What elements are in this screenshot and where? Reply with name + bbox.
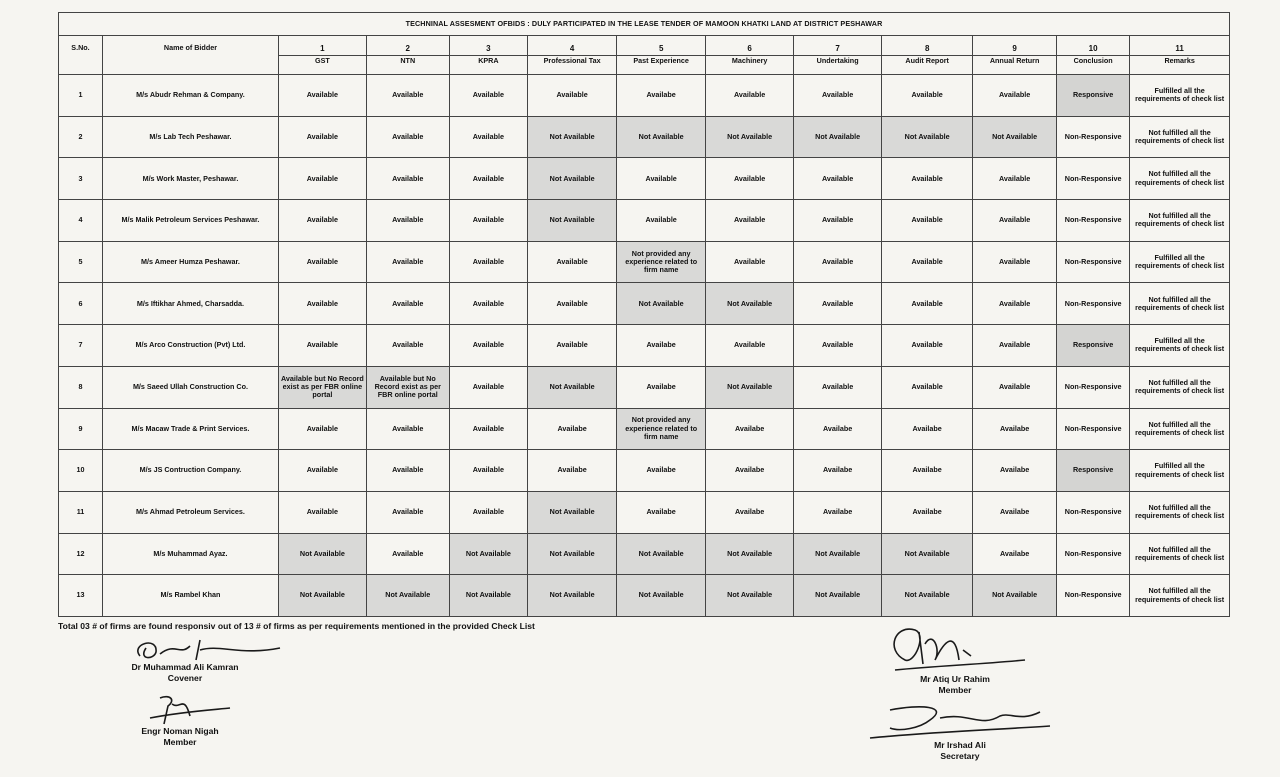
cell-undertaking: Availabe bbox=[794, 450, 882, 492]
header-col-11 bbox=[1130, 36, 1230, 75]
cell-ntn: Available bbox=[366, 241, 449, 283]
cell-professional-tax: Not Available bbox=[528, 575, 617, 617]
cell-past-experience: Availabe bbox=[617, 75, 706, 117]
cell-past-experience: Available bbox=[617, 200, 706, 242]
cell-machinery: Not Available bbox=[706, 575, 794, 617]
cell-gst: Available bbox=[278, 450, 366, 492]
cell-undertaking: Available bbox=[794, 366, 882, 408]
cell-remarks: Not fulfilled all the requirements of check list bbox=[1130, 200, 1230, 242]
cell-professional-tax: Availabe bbox=[528, 450, 617, 492]
cell-remarks: Not fulfilled all the requirements of check list bbox=[1130, 366, 1230, 408]
row-bidder-name: M/s Ahmad Petroleum Services. bbox=[102, 491, 278, 533]
row-sno: 9 bbox=[59, 408, 103, 450]
cell-annual-return: Available bbox=[973, 325, 1057, 367]
header-col-label: Machinery bbox=[706, 55, 793, 65]
cell-past-experience: Not provided any experience related to firm name bbox=[617, 241, 706, 283]
member1-signature-mark bbox=[120, 690, 240, 726]
cell-audit-report: Not Available bbox=[882, 575, 973, 617]
cell-ntn: Available bbox=[366, 408, 449, 450]
cell-machinery: Not Available bbox=[706, 366, 794, 408]
assessment-table bbox=[58, 12, 1230, 617]
row-bidder-name: M/s Iftikhar Ahmed, Charsadda. bbox=[102, 283, 278, 325]
cell-machinery: Availabe bbox=[706, 408, 794, 450]
cell-conclusion: Non-Responsive bbox=[1056, 491, 1129, 533]
cell-past-experience: Available bbox=[617, 158, 706, 200]
member2-name: Mr Atiq Ur Rahim bbox=[920, 674, 990, 684]
row-bidder-name: M/s Saeed Ullah Construction Co. bbox=[102, 366, 278, 408]
secretary-role: Secretary bbox=[940, 751, 980, 761]
cell-ntn: Not Available bbox=[366, 575, 449, 617]
cell-machinery: Availabe bbox=[706, 491, 794, 533]
cell-annual-return: Availabe bbox=[973, 533, 1057, 575]
cell-remarks: Not fulfilled all the requirements of check list bbox=[1130, 116, 1230, 158]
cell-audit-report: Available bbox=[882, 158, 973, 200]
row-bidder-name: M/s Abudr Rehman & Company. bbox=[102, 75, 278, 117]
cell-conclusion: Non-Responsive bbox=[1056, 533, 1129, 575]
cell-undertaking: Not Available bbox=[794, 533, 882, 575]
assessment-sheet bbox=[58, 12, 1230, 617]
cell-annual-return: Available bbox=[973, 283, 1057, 325]
cell-conclusion: Non-Responsive bbox=[1056, 283, 1129, 325]
cell-annual-return: Not Available bbox=[973, 116, 1057, 158]
cell-ntn: Available bbox=[366, 533, 449, 575]
cell-machinery: Available bbox=[706, 75, 794, 117]
cell-undertaking: Available bbox=[794, 325, 882, 367]
cell-kpra: Available bbox=[449, 408, 528, 450]
cell-kpra: Available bbox=[449, 366, 528, 408]
cell-annual-return: Not Available bbox=[973, 575, 1057, 617]
cell-annual-return: Available bbox=[973, 366, 1057, 408]
header-col-number: 2 bbox=[405, 44, 410, 54]
cell-gst: Available bbox=[278, 241, 366, 283]
header-col-label: Professional Tax bbox=[528, 55, 616, 65]
cell-gst: Available but No Record exist as per FBR online portal bbox=[278, 366, 366, 408]
header-col-number: 7 bbox=[835, 44, 840, 54]
header-sno: S.No. bbox=[59, 36, 103, 75]
header-col-number: 10 bbox=[1088, 44, 1098, 54]
cell-professional-tax: Available bbox=[528, 283, 617, 325]
cell-remarks: Fulfilled all the requirements of check list bbox=[1130, 75, 1230, 117]
header-col-2 bbox=[366, 36, 449, 75]
cell-remarks: Not fulfilled all the requirements of check list bbox=[1130, 408, 1230, 450]
row-sno: 1 bbox=[59, 75, 103, 117]
member2-role: Member bbox=[938, 684, 972, 695]
row-sno: 11 bbox=[59, 491, 103, 533]
table-row bbox=[59, 241, 1230, 283]
cell-past-experience: Not provided any experience related to firm name bbox=[617, 408, 706, 450]
cell-annual-return: Availabe bbox=[973, 491, 1057, 533]
cell-gst: Available bbox=[278, 283, 366, 325]
header-col-label: Remarks bbox=[1130, 55, 1229, 65]
table-row bbox=[59, 366, 1230, 408]
header-col-number: 6 bbox=[747, 44, 752, 54]
cell-machinery: Not Available bbox=[706, 283, 794, 325]
header-col-label: Past Experience bbox=[617, 55, 705, 65]
table-row bbox=[59, 491, 1230, 533]
row-bidder-name: M/s JS Contruction Company. bbox=[102, 450, 278, 492]
cell-undertaking: Available bbox=[794, 200, 882, 242]
row-sno: 10 bbox=[59, 450, 103, 492]
cell-undertaking: Availabe bbox=[794, 408, 882, 450]
cell-kpra: Available bbox=[449, 241, 528, 283]
cell-professional-tax: Available bbox=[528, 241, 617, 283]
cell-undertaking: Available bbox=[794, 241, 882, 283]
cell-annual-return: Available bbox=[973, 200, 1057, 242]
cell-conclusion: Non-Responsive bbox=[1056, 241, 1129, 283]
table-row bbox=[59, 75, 1230, 117]
cell-machinery: Availabe bbox=[706, 450, 794, 492]
row-sno: 3 bbox=[59, 158, 103, 200]
cell-remarks: Not fulfilled all the requirements of check list bbox=[1130, 575, 1230, 617]
cell-past-experience: Not Available bbox=[617, 116, 706, 158]
cell-kpra: Available bbox=[449, 200, 528, 242]
bidder-rows bbox=[59, 75, 1230, 617]
cell-conclusion: Non-Responsive bbox=[1056, 200, 1129, 242]
table-row bbox=[59, 325, 1230, 367]
cell-audit-report: Available bbox=[882, 283, 973, 325]
cell-remarks: Not fulfilled all the requirements of check list bbox=[1130, 491, 1230, 533]
cell-kpra: Available bbox=[449, 116, 528, 158]
cell-machinery: Not Available bbox=[706, 533, 794, 575]
cell-audit-report: Availabe bbox=[882, 491, 973, 533]
signature-member-1 bbox=[120, 698, 240, 747]
cell-annual-return: Available bbox=[973, 75, 1057, 117]
cell-undertaking: Available bbox=[794, 158, 882, 200]
header-col-label: Conclusion bbox=[1057, 55, 1129, 65]
cell-professional-tax: Availabe bbox=[528, 408, 617, 450]
header-col-number: 4 bbox=[569, 44, 575, 54]
cell-gst: Available bbox=[278, 491, 366, 533]
cell-ntn: Available bbox=[366, 116, 449, 158]
cell-kpra: Available bbox=[449, 75, 528, 117]
signature-convener bbox=[110, 640, 260, 683]
cell-ntn: Available bbox=[366, 158, 449, 200]
cell-past-experience: Availabe bbox=[617, 450, 706, 492]
header-col-5 bbox=[617, 36, 706, 75]
cell-past-experience: Availabe bbox=[617, 325, 706, 367]
cell-kpra: Available bbox=[449, 158, 528, 200]
cell-past-experience: Availabe bbox=[617, 366, 706, 408]
secretary-signature-mark bbox=[860, 698, 1060, 742]
cell-undertaking: Not Available bbox=[794, 575, 882, 617]
header-col-1 bbox=[278, 36, 366, 75]
table-title: TECHNINAL ASSESMENT OFBIDS : DULY PARTICIPATED IN THE LEASE TENDER OF MAMOON KHATKI LAND AT DISTRICT PESHAWAR bbox=[59, 13, 1230, 36]
table-row bbox=[59, 200, 1230, 242]
convener-name: Dr Muhammad Ali Kamran bbox=[131, 662, 239, 672]
header-col-3 bbox=[449, 36, 528, 75]
cell-annual-return: Availabe bbox=[973, 408, 1057, 450]
header-col-8 bbox=[882, 36, 973, 75]
cell-gst: Available bbox=[278, 325, 366, 367]
table-row bbox=[59, 158, 1230, 200]
row-bidder-name: M/s Muhammad Ayaz. bbox=[102, 533, 278, 575]
cell-audit-report: Available bbox=[882, 241, 973, 283]
row-sno: 2 bbox=[59, 116, 103, 158]
member2-signature-mark bbox=[875, 620, 1035, 680]
header-name: Name of Bidder bbox=[102, 36, 278, 75]
cell-professional-tax: Available bbox=[528, 75, 617, 117]
cell-conclusion: Non-Responsive bbox=[1056, 158, 1129, 200]
cell-gst: Not Available bbox=[278, 533, 366, 575]
cell-past-experience: Not Available bbox=[617, 575, 706, 617]
header-col-9 bbox=[973, 36, 1057, 75]
cell-ntn: Available bbox=[366, 283, 449, 325]
signature-member-2 bbox=[880, 620, 1030, 695]
cell-conclusion: Responsive bbox=[1056, 325, 1129, 367]
cell-professional-tax: Not Available bbox=[528, 116, 617, 158]
cell-audit-report: Availabe bbox=[882, 408, 973, 450]
cell-remarks: Fulfilled all the requirements of check list bbox=[1130, 325, 1230, 367]
table-row bbox=[59, 283, 1230, 325]
row-sno: 13 bbox=[59, 575, 103, 617]
cell-professional-tax: Available bbox=[528, 325, 617, 367]
cell-audit-report: Not Available bbox=[882, 116, 973, 158]
header-col-number: 11 bbox=[1175, 44, 1184, 54]
row-sno: 6 bbox=[59, 283, 103, 325]
cell-undertaking: Not Available bbox=[794, 116, 882, 158]
cell-ntn: Available bbox=[366, 75, 449, 117]
cell-past-experience: Availabe bbox=[617, 491, 706, 533]
cell-gst: Not Available bbox=[278, 575, 366, 617]
cell-audit-report: Availabe bbox=[882, 450, 973, 492]
cell-machinery: Available bbox=[706, 325, 794, 367]
cell-annual-return: Available bbox=[973, 241, 1057, 283]
cell-ntn: Available bbox=[366, 325, 449, 367]
cell-audit-report: Available bbox=[882, 75, 973, 117]
cell-conclusion: Non-Responsive bbox=[1056, 575, 1129, 617]
header-col-number: 3 bbox=[486, 44, 491, 54]
row-sno: 7 bbox=[59, 325, 103, 367]
header-col-number: 9 bbox=[1012, 44, 1017, 54]
cell-kpra: Not Available bbox=[449, 533, 528, 575]
secretary-name: Mr Irshad Ali bbox=[934, 740, 986, 750]
cell-professional-tax: Not Available bbox=[528, 200, 617, 242]
cell-kpra: Available bbox=[449, 450, 528, 492]
convener-signature-mark bbox=[120, 634, 290, 668]
cell-gst: Available bbox=[278, 200, 366, 242]
cell-undertaking: Available bbox=[794, 283, 882, 325]
cell-annual-return: Availabe bbox=[973, 450, 1057, 492]
cell-kpra: Available bbox=[449, 325, 528, 367]
cell-professional-tax: Not Available bbox=[528, 491, 617, 533]
header-col-label: NTN bbox=[367, 55, 449, 65]
cell-ntn: Available bbox=[366, 200, 449, 242]
table-row bbox=[59, 450, 1230, 492]
cell-professional-tax: Not Available bbox=[528, 533, 617, 575]
table-row bbox=[59, 533, 1230, 575]
cell-gst: Available bbox=[278, 75, 366, 117]
cell-remarks: Not fulfilled all the requirements of check list bbox=[1130, 533, 1230, 575]
cell-professional-tax: Not Available bbox=[528, 158, 617, 200]
header-col-6 bbox=[706, 36, 794, 75]
convener-role: Covener bbox=[167, 672, 203, 683]
cell-kpra: Available bbox=[449, 491, 528, 533]
table-row bbox=[59, 575, 1230, 617]
row-bidder-name: M/s Macaw Trade & Print Services. bbox=[102, 408, 278, 450]
cell-professional-tax: Not Available bbox=[528, 366, 617, 408]
row-bidder-name: M/s Rambel Khan bbox=[102, 575, 278, 617]
header-col-number: 8 bbox=[924, 44, 930, 54]
cell-gst: Available bbox=[278, 116, 366, 158]
header-col-10 bbox=[1056, 36, 1129, 75]
summary-text: Total 03 # of firms are found responsiv out of 13 # of firms as per requirements mentioned in the provided Check List bbox=[58, 621, 535, 631]
table-row bbox=[59, 408, 1230, 450]
row-bidder-name: M/s Malik Petroleum Services Peshawar. bbox=[102, 200, 278, 242]
cell-ntn: Available bbox=[366, 450, 449, 492]
row-sno: 8 bbox=[59, 366, 103, 408]
cell-remarks: Not fulfilled all the requirements of check list bbox=[1130, 283, 1230, 325]
header-col-label: Annual Return bbox=[973, 55, 1056, 65]
header-col-label: Audit Report bbox=[882, 55, 972, 65]
cell-kpra: Not Available bbox=[449, 575, 528, 617]
row-sno: 4 bbox=[59, 200, 103, 242]
cell-undertaking: Available bbox=[794, 75, 882, 117]
row-sno: 12 bbox=[59, 533, 103, 575]
cell-audit-report: Available bbox=[882, 325, 973, 367]
cell-kpra: Available bbox=[449, 283, 528, 325]
cell-gst: Available bbox=[278, 158, 366, 200]
cell-conclusion: Non-Responsive bbox=[1056, 366, 1129, 408]
cell-conclusion: Responsive bbox=[1056, 75, 1129, 117]
cell-audit-report: Available bbox=[882, 366, 973, 408]
header-col-label: GST bbox=[279, 55, 366, 65]
cell-ntn: Available bbox=[366, 491, 449, 533]
cell-audit-report: Available bbox=[882, 200, 973, 242]
cell-machinery: Not Available bbox=[706, 116, 794, 158]
cell-undertaking: Availabe bbox=[794, 491, 882, 533]
cell-gst: Available bbox=[278, 408, 366, 450]
header-col-number: 1 bbox=[320, 44, 325, 54]
cell-conclusion: Non-Responsive bbox=[1056, 408, 1129, 450]
cell-audit-report: Not Available bbox=[882, 533, 973, 575]
row-bidder-name: M/s Work Master, Peshawar. bbox=[102, 158, 278, 200]
cell-machinery: Available bbox=[706, 158, 794, 200]
cell-past-experience: Not Available bbox=[617, 533, 706, 575]
header-col-7 bbox=[794, 36, 882, 75]
cell-conclusion: Non-Responsive bbox=[1056, 116, 1129, 158]
column-header-row bbox=[59, 36, 1230, 75]
cell-past-experience: Not Available bbox=[617, 283, 706, 325]
cell-ntn: Available but No Record exist as per FBR online portal bbox=[366, 366, 449, 408]
cell-conclusion: Responsive bbox=[1056, 450, 1129, 492]
cell-remarks: Not fulfilled all the requirements of check list bbox=[1130, 158, 1230, 200]
member1-name: Engr Noman Nigah bbox=[141, 726, 219, 736]
header-col-number: 5 bbox=[658, 44, 664, 54]
row-bidder-name: M/s Arco Construction (Pvt) Ltd. bbox=[102, 325, 278, 367]
table-row bbox=[59, 116, 1230, 158]
header-col-label: KPRA bbox=[450, 55, 528, 65]
row-bidder-name: M/s Ameer Humza Peshawar. bbox=[102, 241, 278, 283]
row-bidder-name: M/s Lab Tech Peshawar. bbox=[102, 116, 278, 158]
cell-annual-return: Available bbox=[973, 158, 1057, 200]
cell-machinery: Available bbox=[706, 200, 794, 242]
member1-role: Member bbox=[163, 736, 197, 747]
cell-remarks: Fulfilled all the requirements of check list bbox=[1130, 241, 1230, 283]
cell-machinery: Available bbox=[706, 241, 794, 283]
header-col-4 bbox=[528, 36, 617, 75]
cell-remarks: Fulfilled all the requirements of check list bbox=[1130, 450, 1230, 492]
row-sno: 5 bbox=[59, 241, 103, 283]
header-col-label: Undertaking bbox=[794, 55, 881, 65]
